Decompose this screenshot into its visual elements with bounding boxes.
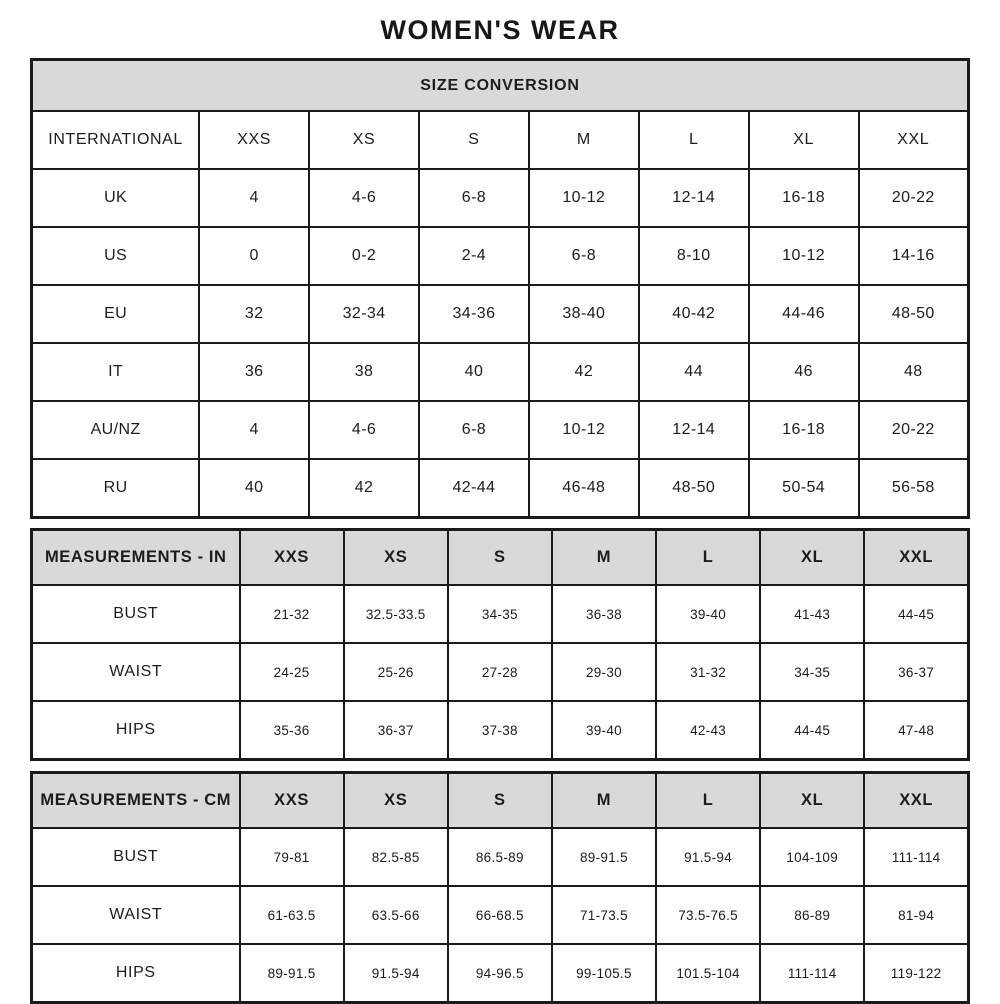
data-cell: 27-28 (448, 643, 552, 701)
data-cell: 111-114 (760, 944, 864, 1003)
size-column-header: XXS (240, 530, 344, 586)
data-cell: 0 (199, 227, 309, 285)
data-cell: 47-48 (864, 701, 968, 760)
data-cell: 32 (199, 285, 309, 343)
data-cell: 24-25 (240, 643, 344, 701)
table-title: SIZE CONVERSION (32, 60, 969, 112)
size-chart-page (30, 0, 970, 1004)
size-column-header: XXS (240, 773, 344, 829)
data-cell: 44-45 (760, 701, 864, 760)
size-column-header: XXL (859, 111, 969, 169)
data-cell: 4-6 (309, 169, 419, 227)
size-column-header: XXL (864, 530, 968, 586)
data-cell: 42-43 (656, 701, 760, 760)
data-cell: 25-26 (344, 643, 448, 701)
data-cell: 46 (749, 343, 859, 401)
data-cell: 91.5-94 (656, 828, 760, 886)
size-column-header: M (529, 111, 639, 169)
data-cell: 40 (199, 459, 309, 518)
row-label: IT (32, 343, 200, 401)
data-cell: 20-22 (859, 401, 969, 459)
table-row (32, 401, 969, 459)
data-cell: 42 (529, 343, 639, 401)
data-cell: 101.5-104 (656, 944, 760, 1003)
size-column-header: L (656, 530, 760, 586)
data-cell: 36 (199, 343, 309, 401)
data-cell: 36-38 (552, 585, 656, 643)
data-cell: 10-12 (529, 401, 639, 459)
data-cell: 48-50 (639, 459, 749, 518)
data-cell: 21-32 (240, 585, 344, 643)
data-cell: 35-36 (240, 701, 344, 760)
table-row (32, 343, 969, 401)
size-column-header: S (448, 773, 552, 829)
row-header-label: MEASUREMENTS - CM (32, 773, 240, 829)
data-cell: 16-18 (749, 401, 859, 459)
data-cell: 36-37 (864, 643, 968, 701)
data-cell: 94-96.5 (448, 944, 552, 1003)
table-row (32, 585, 969, 643)
data-cell: 81-94 (864, 886, 968, 944)
data-cell: 89-91.5 (552, 828, 656, 886)
size-column-header: L (656, 773, 760, 829)
data-cell: 89-91.5 (240, 944, 344, 1003)
table-row (32, 459, 969, 518)
data-cell: 12-14 (639, 401, 749, 459)
data-cell: 73.5-76.5 (656, 886, 760, 944)
data-cell: 71-73.5 (552, 886, 656, 944)
row-label: BUST (32, 585, 240, 643)
data-cell: 63.5-66 (344, 886, 448, 944)
size-column-header: S (419, 111, 529, 169)
measurements-in-table (30, 528, 970, 761)
data-cell: 29-30 (552, 643, 656, 701)
table-row (32, 886, 969, 944)
data-cell: 32.5-33.5 (344, 585, 448, 643)
data-cell: 31-32 (656, 643, 760, 701)
table-header-row (32, 111, 969, 169)
data-cell: 40 (419, 343, 529, 401)
data-cell: 34-36 (419, 285, 529, 343)
size-column-header: S (448, 530, 552, 586)
table-row (32, 701, 969, 760)
data-cell: 34-35 (448, 585, 552, 643)
row-label: UK (32, 169, 200, 227)
data-cell: 104-109 (760, 828, 864, 886)
data-cell: 6-8 (419, 169, 529, 227)
row-label: US (32, 227, 200, 285)
data-cell: 6-8 (529, 227, 639, 285)
size-column-header: M (552, 773, 656, 829)
data-cell: 14-16 (859, 227, 969, 285)
data-cell: 38-40 (529, 285, 639, 343)
data-cell: 16-18 (749, 169, 859, 227)
data-cell: 111-114 (864, 828, 968, 886)
data-cell: 42 (309, 459, 419, 518)
size-column-header: XL (760, 530, 864, 586)
data-cell: 10-12 (749, 227, 859, 285)
data-cell: 48 (859, 343, 969, 401)
data-cell: 8-10 (639, 227, 749, 285)
data-cell: 48-50 (859, 285, 969, 343)
data-cell: 2-4 (419, 227, 529, 285)
data-cell: 61-63.5 (240, 886, 344, 944)
data-cell: 12-14 (639, 169, 749, 227)
data-cell: 44 (639, 343, 749, 401)
row-header-label: MEASUREMENTS - IN (32, 530, 240, 586)
table-row (32, 169, 969, 227)
data-cell: 38 (309, 343, 419, 401)
data-cell: 91.5-94 (344, 944, 448, 1003)
table-header-row (32, 530, 969, 586)
data-cell: 36-37 (344, 701, 448, 760)
data-cell: 82.5-85 (344, 828, 448, 886)
size-column-header: XL (760, 773, 864, 829)
data-cell: 37-38 (448, 701, 552, 760)
table-row (32, 227, 969, 285)
row-label: AU/NZ (32, 401, 200, 459)
data-cell: 39-40 (552, 701, 656, 760)
data-cell: 44-46 (749, 285, 859, 343)
data-cell: 44-45 (864, 585, 968, 643)
row-header-label: INTERNATIONAL (32, 111, 200, 169)
size-column-header: XS (309, 111, 419, 169)
size-column-header: XS (344, 773, 448, 829)
data-cell: 4 (199, 401, 309, 459)
table-row (32, 285, 969, 343)
table-row (32, 643, 969, 701)
row-label: BUST (32, 828, 240, 886)
data-cell: 50-54 (749, 459, 859, 518)
data-cell: 86.5-89 (448, 828, 552, 886)
data-cell: 4 (199, 169, 309, 227)
data-cell: 32-34 (309, 285, 419, 343)
data-cell: 56-58 (859, 459, 969, 518)
data-cell: 34-35 (760, 643, 864, 701)
row-label: EU (32, 285, 200, 343)
data-cell: 66-68.5 (448, 886, 552, 944)
data-cell: 86-89 (760, 886, 864, 944)
row-label: WAIST (32, 643, 240, 701)
table-header-row (32, 773, 969, 829)
size-column-header: XXL (864, 773, 968, 829)
row-label: WAIST (32, 886, 240, 944)
data-cell: 41-43 (760, 585, 864, 643)
data-cell: 6-8 (419, 401, 529, 459)
size-column-header: XL (749, 111, 859, 169)
row-label: RU (32, 459, 200, 518)
data-cell: 39-40 (656, 585, 760, 643)
data-cell: 4-6 (309, 401, 419, 459)
data-cell: 42-44 (419, 459, 529, 518)
measurements-cm-table (30, 771, 970, 1004)
size-column-header: L (639, 111, 749, 169)
data-cell: 40-42 (639, 285, 749, 343)
data-cell: 99-105.5 (552, 944, 656, 1003)
data-cell: 20-22 (859, 169, 969, 227)
table-title-row (32, 60, 969, 112)
row-label: HIPS (32, 701, 240, 760)
size-conversion-table (30, 58, 970, 519)
row-label: HIPS (32, 944, 240, 1003)
table-row (32, 828, 969, 886)
size-column-header: XXS (199, 111, 309, 169)
data-cell: 0-2 (309, 227, 419, 285)
data-cell: 79-81 (240, 828, 344, 886)
page-title: WOMEN'S WEAR (380, 15, 620, 45)
size-column-header: M (552, 530, 656, 586)
table-row (32, 944, 969, 1003)
data-cell: 10-12 (529, 169, 639, 227)
data-cell: 46-48 (529, 459, 639, 518)
data-cell: 119-122 (864, 944, 968, 1003)
size-column-header: XS (344, 530, 448, 586)
